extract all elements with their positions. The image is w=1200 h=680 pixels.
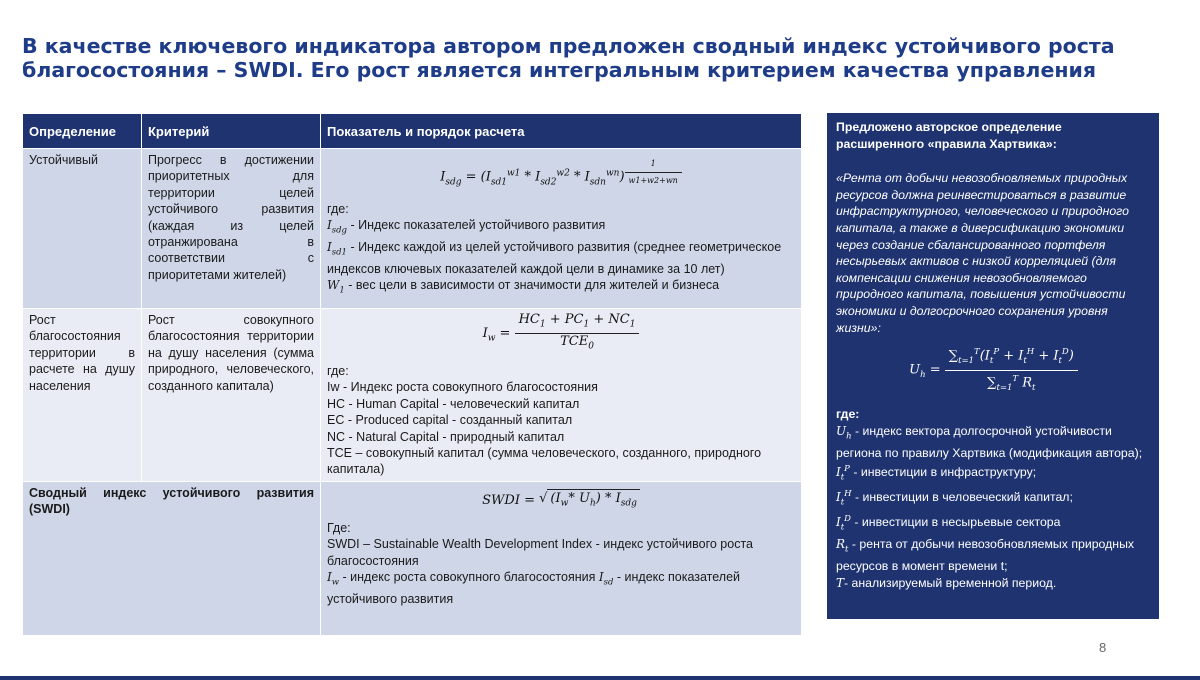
row1-isdg: $I_{sdg}$ - Индекс показателей устойчивого развития [327,218,606,236]
sdg-formula: $I_{sdg} = (I_{sd1}^{w1} * I_{sd2}^{w2} * I_{sdn}^{wn})$ $^{\frac{1}{w1+w2+wn}}$ [327,156,795,191]
bottom-accent-bar [0,676,1200,680]
header-definition: Определение [23,114,142,149]
header-indicator: Показатель и порядок расчета [321,114,802,149]
page-title [22,34,1142,82]
indicator-table [22,113,802,636]
row2-item-ec: ЕС - Produced capital - созданный капитал [327,413,573,428]
row3-swdi: SWDI – Sustainable Wealth Development Index - индекс устойчивого роста благосостояния [327,537,753,568]
side-uh: $U_h$ - индекс вектора долгосрочной устойчивости региона по правилу Хартвика (модификация автора); [836,423,1143,460]
row2-item-hc: HC - Human Capital - человеческий капитал [327,396,580,411]
row2-item-tce: TCE – совокупный капитал (сумма человеческого, созданного, природного капитала) [327,446,762,477]
side-t: T- анализируемый временной период. [836,575,1057,590]
title-line-2: благосостояния – SWDI. Его рост является интегральным критерием качества управления [22,58,1097,82]
row3-where: Где: [327,520,351,535]
table-row [23,309,802,482]
table-row [23,149,802,309]
row1-where: где: [327,201,349,216]
side-heading: Предложено авторское определение расширенного «правила Хартвика»: [836,120,1062,151]
side-id: $I_t^D$ - инвестиции в несырьевые сектора [836,514,1061,533]
row2-item-nc: NC - Natural Capital - природный капитал [327,429,565,444]
page-number: 8 [1099,640,1107,655]
row1-definition: Устойчивый [23,149,142,309]
row3-definition: Сводный индекс устойчивого развития (SWDI) [23,481,321,635]
side-ih: $I_t^H$ - инвестиции в человеческий капитал; [836,489,1073,508]
row3-iw: $I_w$ - индекс роста совокупного благосостояния $I_{sd}$ - индекс показателей устойчивого развития [327,570,741,606]
side-ip: $I_t^P$ - инвестиции в инфраструктуру; [836,464,1037,483]
swdi-formula: SWDI = √ ($I_w*$ $U_h) * I_{sdg}$ [327,489,795,512]
side-quote: «Рента от добычи невозобновляемых природных ресурсов должна реинвестироваться в развитие инфраструктурного, человеческого и природного капитала, а также в диверсификацию экономики через создание сбалансированного портфеля несырьевых активов с низкой корреляцией (для компенсации снижения невозобновляемого природного капитала, повышения устойчивости экономики и долгосрочного сохранения уровня жизни»: [836,171,1129,335]
row2-definition: Рост благосостояния территории в расчете на душу населения [23,309,142,482]
uh-formula: $U_h$ = $\frac{\sum_{t=1}^T(I_t^P + I_t^H + I_t^D)}{\sum_{t=1}^T R_t}$ [836,344,1151,396]
table-header-row [23,114,802,149]
table-row [23,481,802,635]
header-criterion: Критерий [142,114,321,149]
row2-indicator [321,309,802,482]
row2-criterion: Рост совокупного благосостояния территории на душу населения (сумма природного, человеческого, созданного капитала) [142,309,321,482]
row2-item-iw: Iw - Индекс роста совокупного благосостояния [327,380,598,395]
row1-criterion: Прогресс в достижении приоритетных для территории целей устойчивого развития (каждая из целей отранжирована в соответствии с приоритетами жителей) [142,149,321,309]
side-rt: $R_t$ - рента от добычи невозобновляемых природных ресурсов в момент времени t; [836,537,1135,574]
row1-w1: $W_1$ - вес цели в зависимости от значимости для жителей и бизнеса [327,278,720,296]
iw-formula: $I_w$ = $\frac{HC_1 + PC_1 + NC_1}{TCE_0}$ [327,312,795,355]
hartwick-rule-panel [827,113,1159,619]
title-line-1: В качестве ключевого индикатора автором предложен сводный индекс устойчивого роста [22,34,1115,58]
row2-where: где: [327,364,349,378]
row1-indicator [321,149,802,309]
side-where: где: [836,407,860,422]
row3-indicator [321,481,802,635]
row1-isd1: $I_{sd1}$ - Индекс каждой из целей устойчивого развития (среднее геометрическое индексов ключевых показателей каждой цели в динамике за 10 лет) [327,239,782,276]
